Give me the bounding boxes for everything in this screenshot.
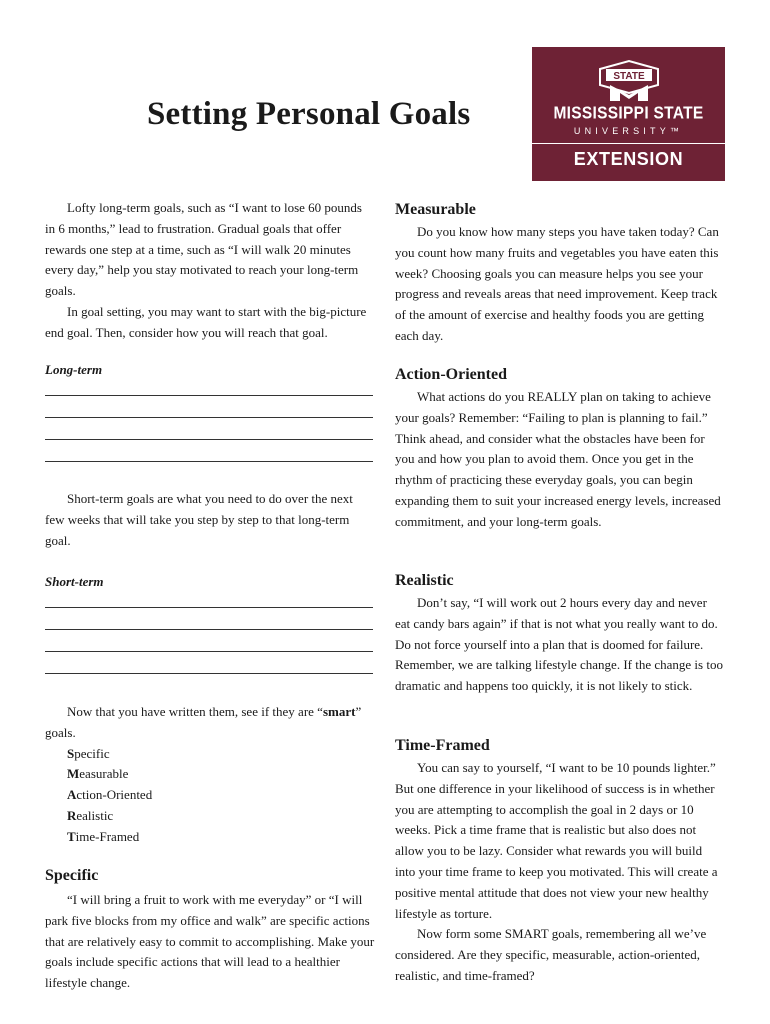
smart-item-time-framed: [67, 827, 375, 848]
long-term-line-4[interactable]: [45, 461, 373, 462]
realistic-heading: Realistic: [395, 572, 454, 589]
action-oriented-body: What actions do you REALLY plan on taking to achieve your goals? Remember: “Failing to plan is planning to fail.” Think ahead, and consider what the obstacles have been for you and how you plan to avoid them. Once you get in the rhythm of practicing these everyday goals, you can begin expanding them to suit your increased energy levels, increased commitment, and your long-term goals.: [395, 389, 721, 529]
short-term-intro: Short-term goals are what you need to do over the next few weeks that will take you step by step to that long-term goal.: [45, 491, 353, 548]
measurable-heading: Measurable: [395, 201, 476, 218]
smart-item-action-oriented: [67, 785, 375, 806]
action-oriented-heading: Action-Oriented: [395, 366, 507, 383]
smart-section: [45, 702, 375, 848]
measurable-body: Do you know how many steps you have taken today? Can you count how many fruits and vegetables you have eaten this week? Choosing goals you can measure helps you see your progress and reveals areas that need improvement. Keep track of the amount of exercise and healthy foods you are getting each day.: [395, 224, 719, 343]
smart-item-realistic: [67, 806, 375, 827]
short-term-section: [45, 572, 373, 674]
smart-rest: ime-Framed: [75, 828, 140, 844]
smart-initial: T: [67, 828, 76, 844]
smart-intro-post: ” goals.: [45, 704, 362, 740]
logo-line-1: MISSISSIPPI STATE: [553, 103, 704, 124]
realistic-section: [395, 573, 723, 697]
page-title: Setting Personal Goals: [147, 96, 471, 132]
smart-item-specific: [67, 744, 375, 765]
intro-paragraph-1: Lofty long-term goals, such as “I want to lose 60 pounds in 6 months,” lead to frustration. Gradual goals that offer rewards one step at a time, such as “I will walk 20 minutes every day,” help you stay motivated to reach your long-term goals.: [45, 200, 362, 299]
short-term-label: Short-term: [45, 574, 104, 589]
action-oriented-section: [395, 367, 723, 533]
logo-line-2: UNIVERSITY™: [573, 126, 684, 136]
logo-line-3: EXTENSION: [573, 149, 684, 169]
smart-initial: M: [67, 766, 80, 782]
intro-paragraph-2: In goal setting, you may want to start with the big-picture end goal. Then, consider how you will reach that goal.: [45, 303, 367, 340]
smart-initial: A: [67, 787, 77, 803]
measurable-section: [395, 202, 723, 347]
specific-heading: Specific: [45, 867, 99, 884]
smart-word: smart: [322, 704, 356, 719]
closing-paragraph: Now form some SMART goals, remembering all we’ve considered. Are they specific, measurable, action-oriented, realistic, and time-framed?: [395, 926, 707, 983]
time-framed-section: [395, 738, 723, 987]
time-framed-heading: Time-Framed: [395, 737, 490, 754]
smart-initial: R: [67, 807, 77, 823]
smart-rest: easurable: [79, 766, 129, 782]
long-term-section: [45, 360, 373, 462]
smart-rest: pecific: [74, 745, 110, 761]
short-term-intro-block: [45, 489, 375, 551]
msu-extension-logo: [532, 47, 725, 181]
specific-section: [45, 868, 377, 994]
logo-badge-text: STATE: [613, 71, 645, 82]
long-term-label: Long-term: [45, 362, 103, 377]
smart-intro-pre: Now that you have written them, see if they are “: [67, 704, 323, 719]
msu-logo-mark-icon: [594, 59, 664, 103]
smart-intro: [45, 702, 375, 744]
smart-rest: ealistic: [76, 807, 114, 823]
left-column: [45, 198, 375, 344]
time-framed-body: You can say to yourself, “I want to be 10 pounds lighter.” But one difference in your likelihood of success is in whether you are attempting to accomplish the goal in 2 days or 10 weeks. Pick a time frame that is realistic but also does not allow you to be lazy. Consider what rewards you will build into your time frame to keep you motivated. This will create a positive mental attitude that does not view your new healthy lifestyle as torture.: [395, 760, 718, 921]
smart-item-measurable: [67, 764, 375, 785]
short-term-line-4[interactable]: [45, 673, 373, 674]
smart-initial: S: [67, 745, 75, 761]
specific-body: “I will bring a fruit to work with me everyday” or “I will park five blocks from my office and walk” are specific actions that are relatively easy to commit to accomplishing. Make your goals include specific actions that will lead to a healthier lifestyle change.: [45, 892, 375, 991]
smart-list: [45, 744, 375, 848]
logo-divider: [532, 143, 725, 144]
smart-rest: ction-Oriented: [76, 787, 153, 803]
realistic-body: Don’t say, “I will work out 2 hours every day and never eat candy bars again” if that is not what you really want to do. Do not force yourself into a plan that is doomed for failure. Remember, we are talking lifestyle change. If the change is too dramatic and happens too quickly, it is not likely to stick.: [395, 595, 723, 694]
